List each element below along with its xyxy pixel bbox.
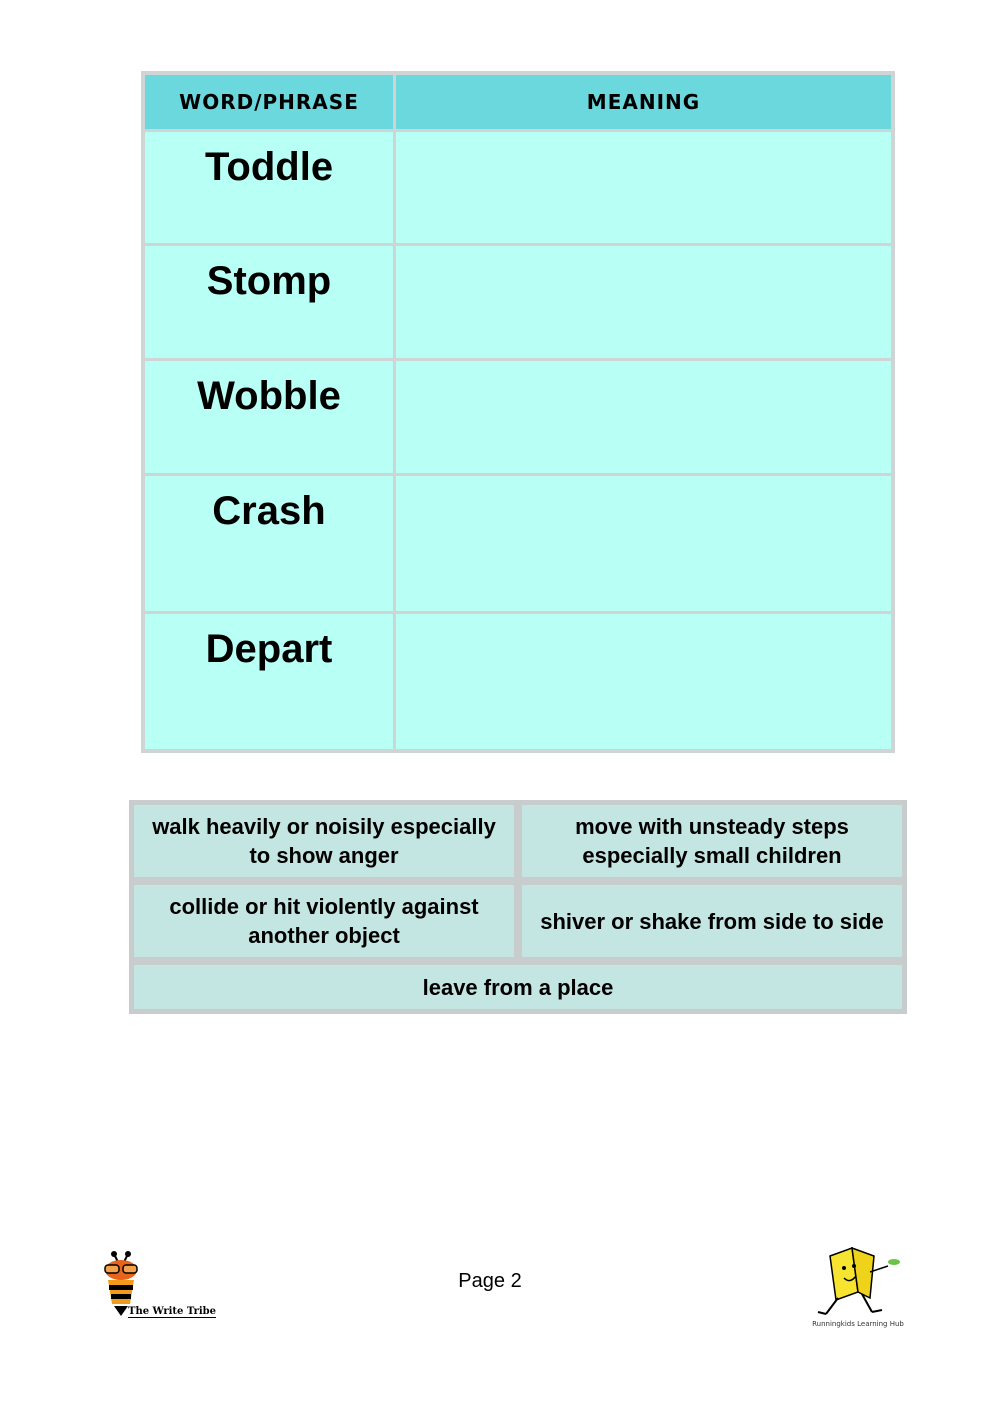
word-cell: Toddle [145,132,393,243]
word-cell: Crash [145,476,393,611]
word-cell: Wobble [145,361,393,473]
meanings-bank [129,800,907,1014]
logo-left-caption: The Write Tribe [128,1306,217,1317]
meaning-option[interactable]: collide or hit violently against another object [134,885,514,957]
logo-right-caption: Runningkids Learning Hub [812,1320,904,1328]
page-number: Page 2 [458,1270,522,1292]
meaning-option[interactable]: walk heavily or noisily especially to show anger [134,805,514,877]
vocabulary-table [141,71,895,753]
learning-hub-logo [808,1242,908,1342]
meaning-option[interactable]: leave from a place [134,965,902,1009]
word-cell: Depart [145,614,393,749]
meaning-answer-cell[interactable] [396,476,891,611]
meaning-option[interactable]: move with unsteady steps especially small children [522,805,902,877]
header-meaning: MEANING [396,75,891,129]
running-book-icon [808,1242,908,1320]
meaning-answer-cell[interactable] [396,361,891,473]
meaning-answer-cell[interactable] [396,132,891,243]
meaning-answer-cell[interactable] [396,246,891,358]
write-tribe-logo [96,1248,216,1328]
meaning-option[interactable]: shiver or shake from side to side [522,885,902,957]
word-cell: Stomp [145,246,393,358]
header-word-phrase: WORD/PHRASE [145,75,393,129]
meaning-answer-cell[interactable] [396,614,891,749]
